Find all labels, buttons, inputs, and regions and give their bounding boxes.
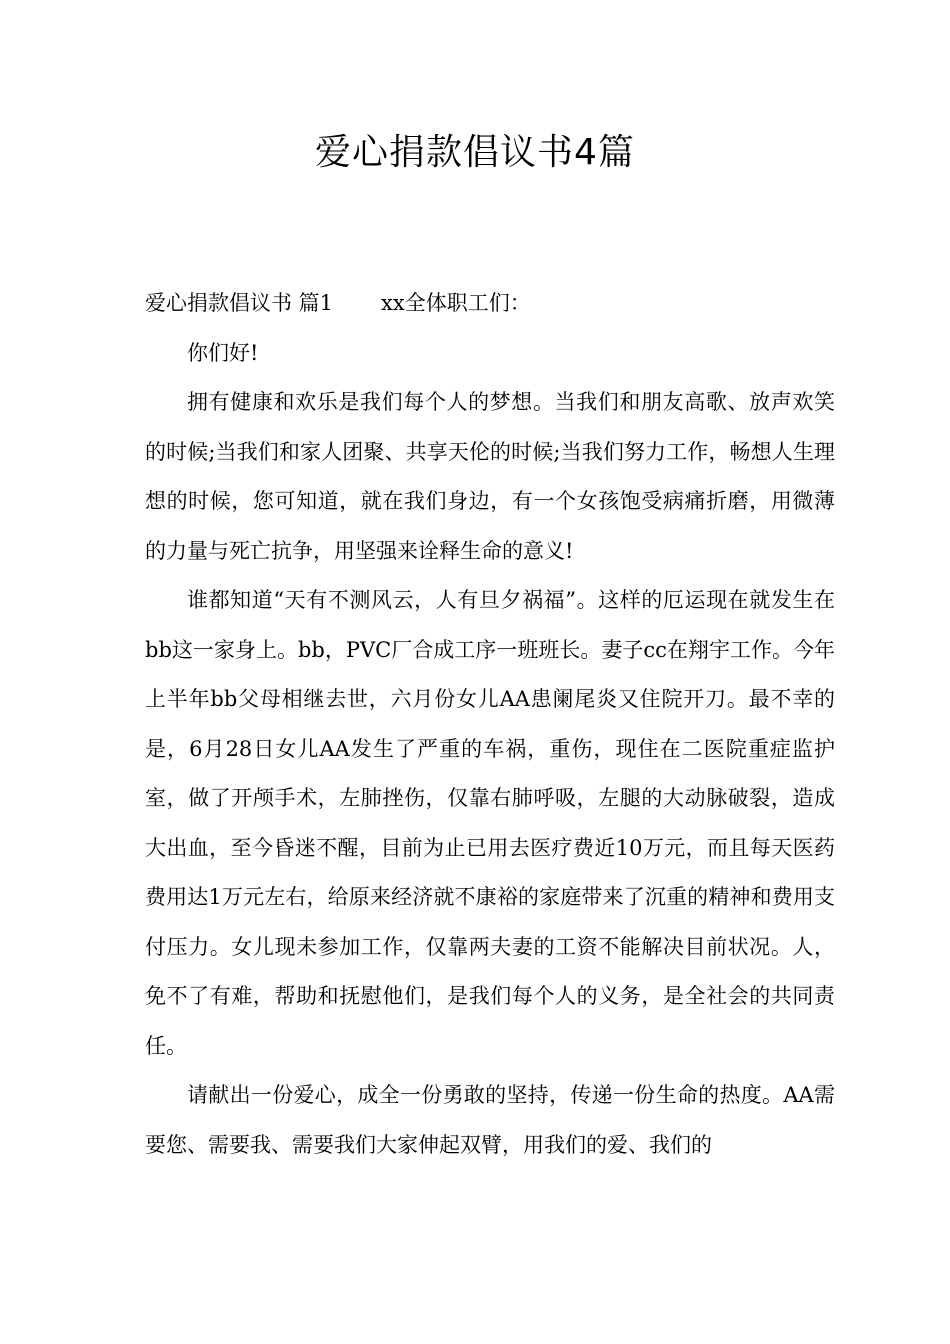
greeting: 你们好! — [187, 340, 259, 365]
paragraph-1: 拥有健康和欢乐是我们每个人的梦想。当我们和朋友高歌、放声欢笑的时候;当我们和家人团聚、共享天伦的时候;当我们努力工作，畅想人生理想的时候，您可知道，就在我们身边，有一个女孩饱受病痛折磨，用微薄的力量与死亡抗争，用坚强来诠释生命的意义! — [145, 390, 835, 563]
addressee: xx全体职工们： — [381, 291, 531, 315]
paragraph-3: 请献出一份爱心，成全一份勇敢的坚持，传递一份生命的热度。AA需要您、需要我、需要我们大家伸起双臂，用我们的爱、我们的 — [145, 1083, 835, 1157]
document-title: 爱心捐款倡议书4篇 — [315, 132, 635, 173]
paragraph-2: 谁都知道“天有不测风云，人有旦夕祸福”。这样的厄运现在就发生在bb这一家身上。bb，PVC厂合成工序一班班长。妻子cc在翔宇工作。今年上半年bb父母相继去世，六月份女儿AA患阑尾炎又住院开刀。最不幸的是，6月28日女儿AA发生了严重的车祸，重伤，现住在二医院重症监护室，做了开颅手术，左肺挫伤，仅靠右肺呼吸，左腿的大动脉破裂，造成大出血，至今昏迷不醒，目前为止已用去医疗费近10万元，而且每天医药费用达1万元左右，给原来经济就不康裕的家庭带来了沉重的精神和费用支付压力。女儿现未参加工作，仅靠两夫妻的工资不能解决目前状况。人，免不了有难，帮助和抚慰他们，是我们每个人的义务，是全社会的共同责任。 — [145, 588, 835, 1058]
document-body — [145, 279, 835, 1170]
section-intro-line — [145, 279, 835, 329]
section-heading: 爱心捐款倡议书 篇1 — [145, 291, 334, 315]
